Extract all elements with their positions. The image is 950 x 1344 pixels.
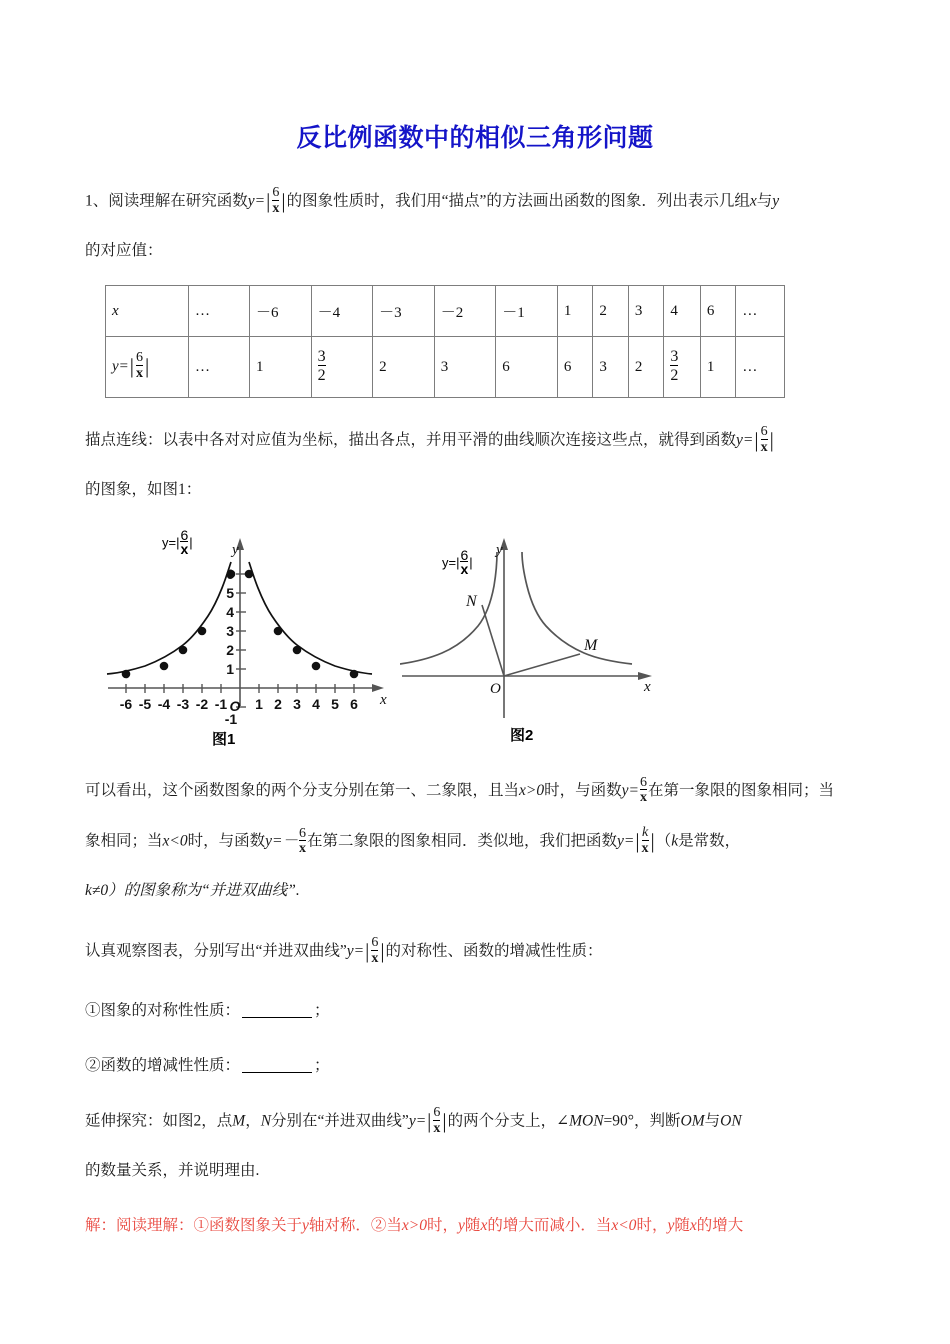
segment-om — [504, 654, 580, 676]
problem-intro-text-d: 的对应值： — [85, 242, 163, 259]
abs-fraction-k-over-x — [635, 827, 654, 855]
table-cell-y-4: 3 — [434, 337, 496, 398]
table-cell-x-9: 4 — [664, 286, 700, 337]
questions-lead — [85, 935, 885, 966]
abs-bar-left: | — [365, 939, 370, 963]
problem-intro-text-b: 的图象性质时，我们用“描点”的方法画出函数的图象．列出表示几组 — [286, 192, 750, 210]
abs-bar-left: | — [427, 1109, 432, 1133]
fraction — [460, 549, 468, 576]
problem-intro-text-c: 与 — [756, 192, 773, 210]
table-cell-x-10: 6 — [700, 286, 736, 337]
problem-intro-y-var: y — [772, 192, 780, 210]
figure-2-y-axis-label: y — [496, 542, 503, 558]
svg-text:2: 2 — [226, 642, 234, 658]
extension-text-a: 延伸探究：如图2，点 — [85, 1112, 233, 1130]
questions-lead-a: 认真观察图表，分别写出“并进双曲线” — [85, 942, 347, 960]
figure-2-caption: 图2 — [510, 727, 534, 744]
table-cell-x-8: 3 — [628, 286, 664, 337]
fraction — [180, 529, 188, 556]
equation-suffix: | — [189, 534, 193, 550]
svg-text:3: 3 — [293, 696, 301, 712]
fraction-6-over-x — [298, 825, 306, 856]
table-cell-x-0: … — [189, 286, 250, 337]
fraction-denominator: 2 — [670, 367, 679, 384]
figure-1-equation-label — [162, 527, 193, 557]
svg-text:3: 3 — [226, 623, 234, 639]
curve-right-branch — [249, 562, 372, 674]
fraction-6-over-x — [640, 777, 647, 804]
figure-2 — [400, 528, 700, 758]
plot-desc-text-b: 的图象，如图1： — [85, 481, 202, 498]
extension-text-d: =90°，判断 — [603, 1112, 681, 1130]
extension-on: ON — [720, 1112, 742, 1130]
equation-prefix: y=| — [162, 534, 180, 550]
table-cell-y-11: … — [736, 337, 785, 398]
svg-text:-3: -3 — [176, 696, 190, 712]
figure-1-axes — [108, 546, 372, 706]
page-title: 反比例函数中的相似三角形问题 — [296, 124, 654, 152]
table-cell-x-3: －3 — [373, 286, 435, 337]
svg-text:O: O — [229, 698, 241, 714]
segment-on — [482, 605, 504, 676]
fraction-numerator: 6 — [760, 424, 768, 439]
table-cell-x-1: －6 — [250, 286, 312, 337]
values-table — [105, 285, 785, 398]
figure-1-y-labels — [226, 566, 234, 677]
fraction-denominator: 2 — [317, 367, 326, 384]
observation-text-e: 在第二象限的图象相同．类似地，我们把函数 — [306, 832, 617, 850]
observation-text-h: k≠0）的图象称为“并进双曲线”. — [85, 882, 300, 899]
equation-prefix: y=| — [442, 554, 460, 570]
table-cell-y-2 — [311, 337, 373, 398]
figure-1-x-labels — [120, 696, 358, 727]
observation-x-gt: x>0 — [519, 782, 545, 800]
svg-text:6: 6 — [226, 566, 234, 582]
extension-angle-mon: MON — [569, 1112, 604, 1130]
fraction-denominator: x — [760, 440, 768, 455]
table-cell-y-9 — [664, 337, 700, 398]
extension-text-f: 的数量关系，并说明理由. — [85, 1162, 260, 1179]
figure-1 — [100, 528, 400, 758]
svg-text:6: 6 — [350, 696, 358, 712]
fraction-numerator: 3 — [670, 348, 679, 365]
figures-container — [100, 528, 720, 753]
answer-text-b: 轴对称．②当 — [308, 1217, 402, 1234]
figure-1-y-ticks — [236, 574, 246, 707]
extension-line1 — [85, 1105, 885, 1136]
observation-y-eq2: y=－ — [265, 832, 298, 850]
abs-bar-right: | — [145, 354, 150, 378]
observation-line2 — [85, 825, 885, 856]
abs-fraction-6-over-x — [365, 937, 384, 965]
question-2-end: ； — [314, 1057, 330, 1074]
figure-2-x-axis-label: x — [644, 679, 651, 695]
svg-text:1: 1 — [226, 661, 234, 677]
abs-bar-right: | — [442, 1109, 447, 1133]
figure-2-point-m-label: M — [584, 637, 598, 654]
extension-text-c: 的两个分支上，∠ — [447, 1112, 570, 1130]
observation-text-d: 时，与函数 — [187, 832, 266, 850]
fraction-denominator: x — [136, 366, 143, 381]
abs-bar-right: | — [380, 939, 385, 963]
abs-fraction-6-over-x — [130, 352, 149, 380]
observation-line3 — [85, 878, 885, 904]
plot-description-line1 — [85, 424, 885, 455]
fraction — [640, 827, 651, 855]
x-axis-arrow-icon — [372, 684, 384, 692]
abs-bar-left: | — [266, 189, 271, 213]
extension-text-e: 与 — [704, 1112, 721, 1130]
table-cell-x-7: 2 — [593, 286, 629, 337]
figure-2-point-n-label: N — [466, 593, 477, 610]
answer-text-a: 解：阅读理解：①函数图象关于 — [85, 1217, 303, 1234]
fraction-numerator: 6 — [433, 1105, 441, 1120]
fraction-numerator: 6 — [180, 527, 189, 543]
fraction-numerator: 6 — [371, 935, 379, 950]
fraction-denominator: x — [433, 1121, 441, 1136]
observation-text-g: 是常数， — [678, 832, 741, 850]
fraction-numerator: 6 — [298, 825, 306, 841]
table-cell-y-1: 1 — [250, 337, 312, 398]
svg-text:-2: -2 — [195, 696, 209, 712]
question-1-answer-blank[interactable] — [242, 1002, 312, 1018]
problem-intro — [85, 185, 885, 216]
observation-text-c: 在第一象限的图象相同；当 — [647, 782, 834, 800]
problem-intro-line2 — [85, 238, 885, 264]
observation-k-var: k — [671, 832, 679, 850]
plot-desc-y-eq: y= — [736, 431, 754, 449]
figure-1-y-axis-label: y — [232, 542, 239, 558]
abs-bar-left: | — [635, 829, 640, 853]
question-1-end: ； — [314, 1002, 330, 1019]
abs-fraction-6-over-x — [266, 187, 285, 215]
problem-intro-text-a: 阅读理解在研究函数 — [108, 192, 248, 210]
fraction-denominator: x — [460, 561, 469, 577]
svg-text:2: 2 — [274, 696, 282, 712]
table-cell-y-10: 1 — [700, 337, 736, 398]
answer-text-e: 的增大而减小．当 — [487, 1217, 612, 1234]
question-1 — [85, 998, 885, 1024]
svg-text:4: 4 — [226, 604, 234, 620]
observation-text-b: 时，与函数 — [544, 782, 622, 800]
svg-text:-5: -5 — [138, 696, 152, 712]
svg-text:-1: -1 — [214, 696, 228, 712]
observation-line1 — [85, 775, 885, 805]
table-cell-y-3: 2 — [373, 337, 435, 398]
extension-point-m: M — [232, 1112, 246, 1130]
table-cell-x-2: －4 — [311, 286, 373, 337]
figure-1-x-axis-label: x — [380, 692, 387, 708]
question-1-label: ①图象的对称性性质： — [85, 1002, 241, 1019]
abs-bar-right: | — [650, 829, 655, 853]
table-cell-x-4: －2 — [434, 286, 496, 337]
fraction — [134, 352, 145, 380]
table-cell-y-0: … — [189, 337, 250, 398]
fraction — [270, 187, 281, 215]
table-cell-y-5: 6 — [496, 337, 558, 398]
abs-bar-left: | — [754, 428, 759, 452]
fraction-numerator: 6 — [639, 775, 647, 790]
curve-right-branch — [522, 552, 632, 664]
extension-text-b: 分别在“并进双曲线” — [271, 1112, 409, 1130]
answer-text-h: 的增大 — [696, 1217, 744, 1234]
observation-text-a: 可以看出，这个函数图象的两个分支分别在第一、二象限，且当 — [85, 782, 520, 800]
answer-x-3: x<0 — [611, 1217, 637, 1234]
answer-y-3: y — [667, 1217, 675, 1234]
question-2-answer-blank[interactable] — [242, 1057, 312, 1073]
table-cell-y-7: 3 — [593, 337, 629, 398]
figure-2-equation-label — [442, 547, 473, 577]
observation-text-f: （ — [655, 832, 672, 850]
observation-y-eq: y= — [621, 782, 639, 800]
fraction-numerator: 6 — [460, 547, 469, 563]
question-2 — [85, 1053, 885, 1079]
answer-text-d: 随 — [464, 1217, 481, 1234]
answer-text-g: 随 — [674, 1217, 690, 1234]
fraction-numerator: 3 — [317, 348, 326, 365]
y-label: y= — [112, 358, 129, 375]
fraction-numerator: 6 — [272, 185, 280, 200]
fraction — [431, 1107, 442, 1135]
table-cell-y-label — [106, 337, 189, 398]
abs-bar-right: | — [769, 428, 774, 452]
table-row-x — [106, 286, 785, 337]
svg-text:5: 5 — [226, 585, 234, 601]
plot-description-line2 — [85, 477, 885, 503]
plot-desc-text-a: 描点连线：以表中各对对应值为坐标，描出各点，并用平滑的曲线顺次连接这些点，就得到函数 — [85, 431, 737, 449]
answer-x-2: x — [480, 1217, 488, 1234]
figure-1-caption: 图1 — [212, 731, 236, 748]
answer-text-f: 时， — [636, 1217, 668, 1234]
extension-y-eq: y= — [408, 1112, 427, 1130]
abs-fraction-6-over-x — [754, 426, 773, 454]
svg-text:1: 1 — [255, 696, 263, 712]
fraction-denominator: x — [371, 951, 379, 966]
problem-intro-y-eq: y= — [247, 192, 266, 210]
answer-line — [85, 1213, 885, 1239]
extension-om: OM — [680, 1112, 705, 1130]
table-cell-y-8: 2 — [628, 337, 664, 398]
table-row-y — [106, 337, 785, 398]
fraction-denominator: x — [641, 841, 649, 856]
fraction-three-halves — [318, 349, 326, 385]
answer-y-2: y — [458, 1217, 465, 1234]
answer-y-1: y — [302, 1217, 309, 1234]
figure-1-svg — [100, 528, 400, 753]
abs-bar-right: | — [281, 189, 286, 213]
problem-number: 1、 — [85, 192, 109, 210]
equation-suffix: | — [469, 554, 473, 570]
x-label: x — [112, 302, 119, 319]
figure-2-axes — [402, 546, 640, 718]
extension-point-n: N — [260, 1112, 272, 1130]
fraction-denominator: x — [180, 541, 189, 557]
table-cell-x-11: … — [736, 286, 785, 337]
problem-intro-x-var: x — [749, 192, 757, 210]
abs-fraction-6-over-x — [427, 1107, 446, 1135]
table-cell-y-6: 6 — [557, 337, 593, 398]
svg-text:5: 5 — [331, 696, 339, 712]
answer-x-1: x>0 — [401, 1217, 428, 1234]
fraction — [759, 426, 770, 454]
svg-text:-4: -4 — [157, 696, 171, 712]
fraction — [369, 937, 380, 965]
questions-lead-y: y= — [346, 942, 365, 960]
answer-text-c: 时， — [427, 1217, 459, 1234]
observation-y-eq3: y= — [616, 832, 635, 850]
observation-x-lt: x<0 — [162, 832, 188, 850]
extension-line2 — [85, 1158, 885, 1184]
abs-bar-left: | — [129, 354, 134, 378]
table-cell-x-label — [106, 286, 189, 337]
observation-text-c2: 象相同；当 — [85, 832, 163, 850]
curve-left-branch — [107, 562, 231, 674]
fraction-denominator: x — [298, 840, 306, 856]
question-2-label: ②函数的增减性性质： — [85, 1057, 241, 1074]
svg-text:-1: -1 — [224, 711, 238, 727]
fraction-numerator: k — [641, 825, 649, 840]
table-cell-x-6: 1 — [557, 286, 593, 337]
answer-x-4: x — [689, 1217, 697, 1234]
svg-text:-6: -6 — [119, 696, 133, 712]
fraction-denominator: x — [272, 201, 280, 216]
figure-2-origin-label: O — [490, 681, 501, 697]
table-cell-x-5: －1 — [496, 286, 558, 337]
fraction-denominator: x — [639, 790, 647, 805]
extension-comma: ， — [245, 1112, 261, 1130]
fraction-numerator: 6 — [136, 350, 143, 365]
questions-lead-b: 的对称性、函数的增减性性质： — [385, 942, 603, 960]
fraction-three-halves — [670, 349, 678, 385]
svg-text:4: 4 — [312, 696, 320, 712]
